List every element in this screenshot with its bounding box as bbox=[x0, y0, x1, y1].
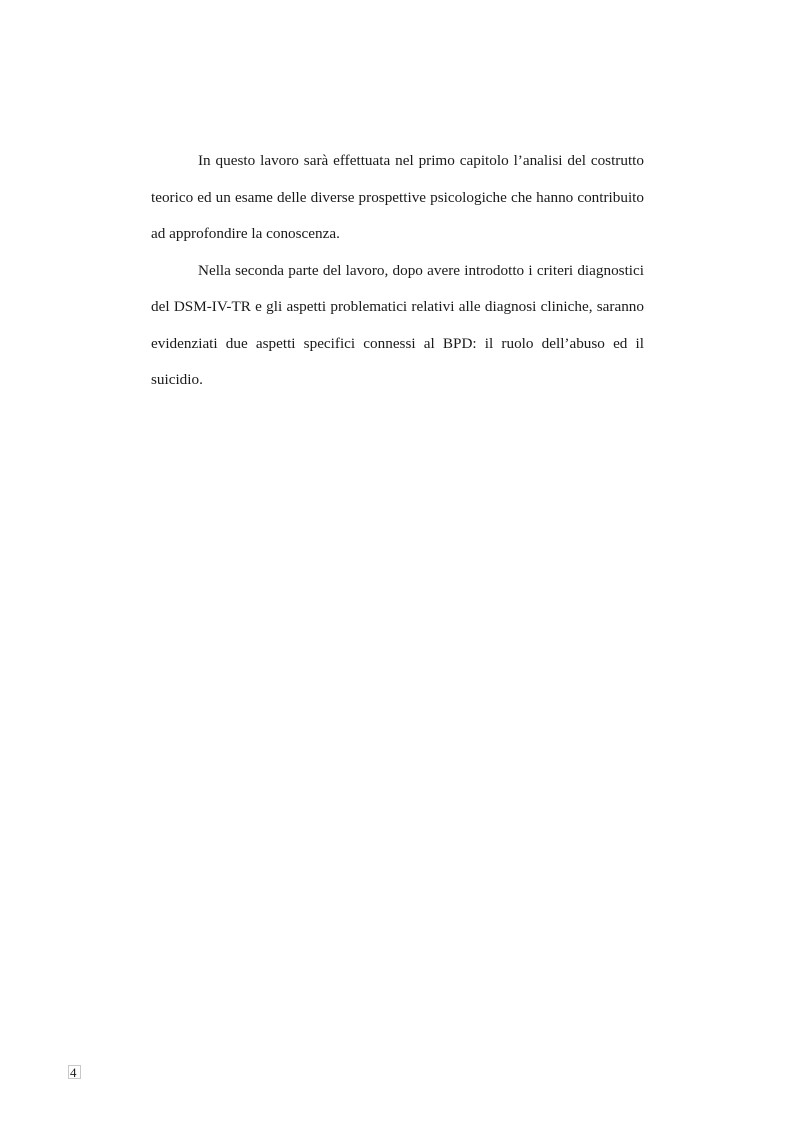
page-number: 4 bbox=[68, 1065, 81, 1079]
paragraph: Nella seconda parte del lavoro, dopo avere introdotto i criteri diagnostici del DSM-IV-TR e gli aspetti problematici relativi alle diagnosi cliniche, saranno evidenziati due aspetti specifici connessi al BPD: il ruolo dell’abuso ed il suicidio. bbox=[151, 261, 644, 388]
paragraph: In questo lavoro sarà effettuata nel primo capitolo l’analisi del costrutto teorico ed un esame delle diverse prospettive psicologiche che hanno contribuito ad approfondire la conoscenza. bbox=[151, 152, 644, 242]
body-text bbox=[151, 143, 644, 399]
